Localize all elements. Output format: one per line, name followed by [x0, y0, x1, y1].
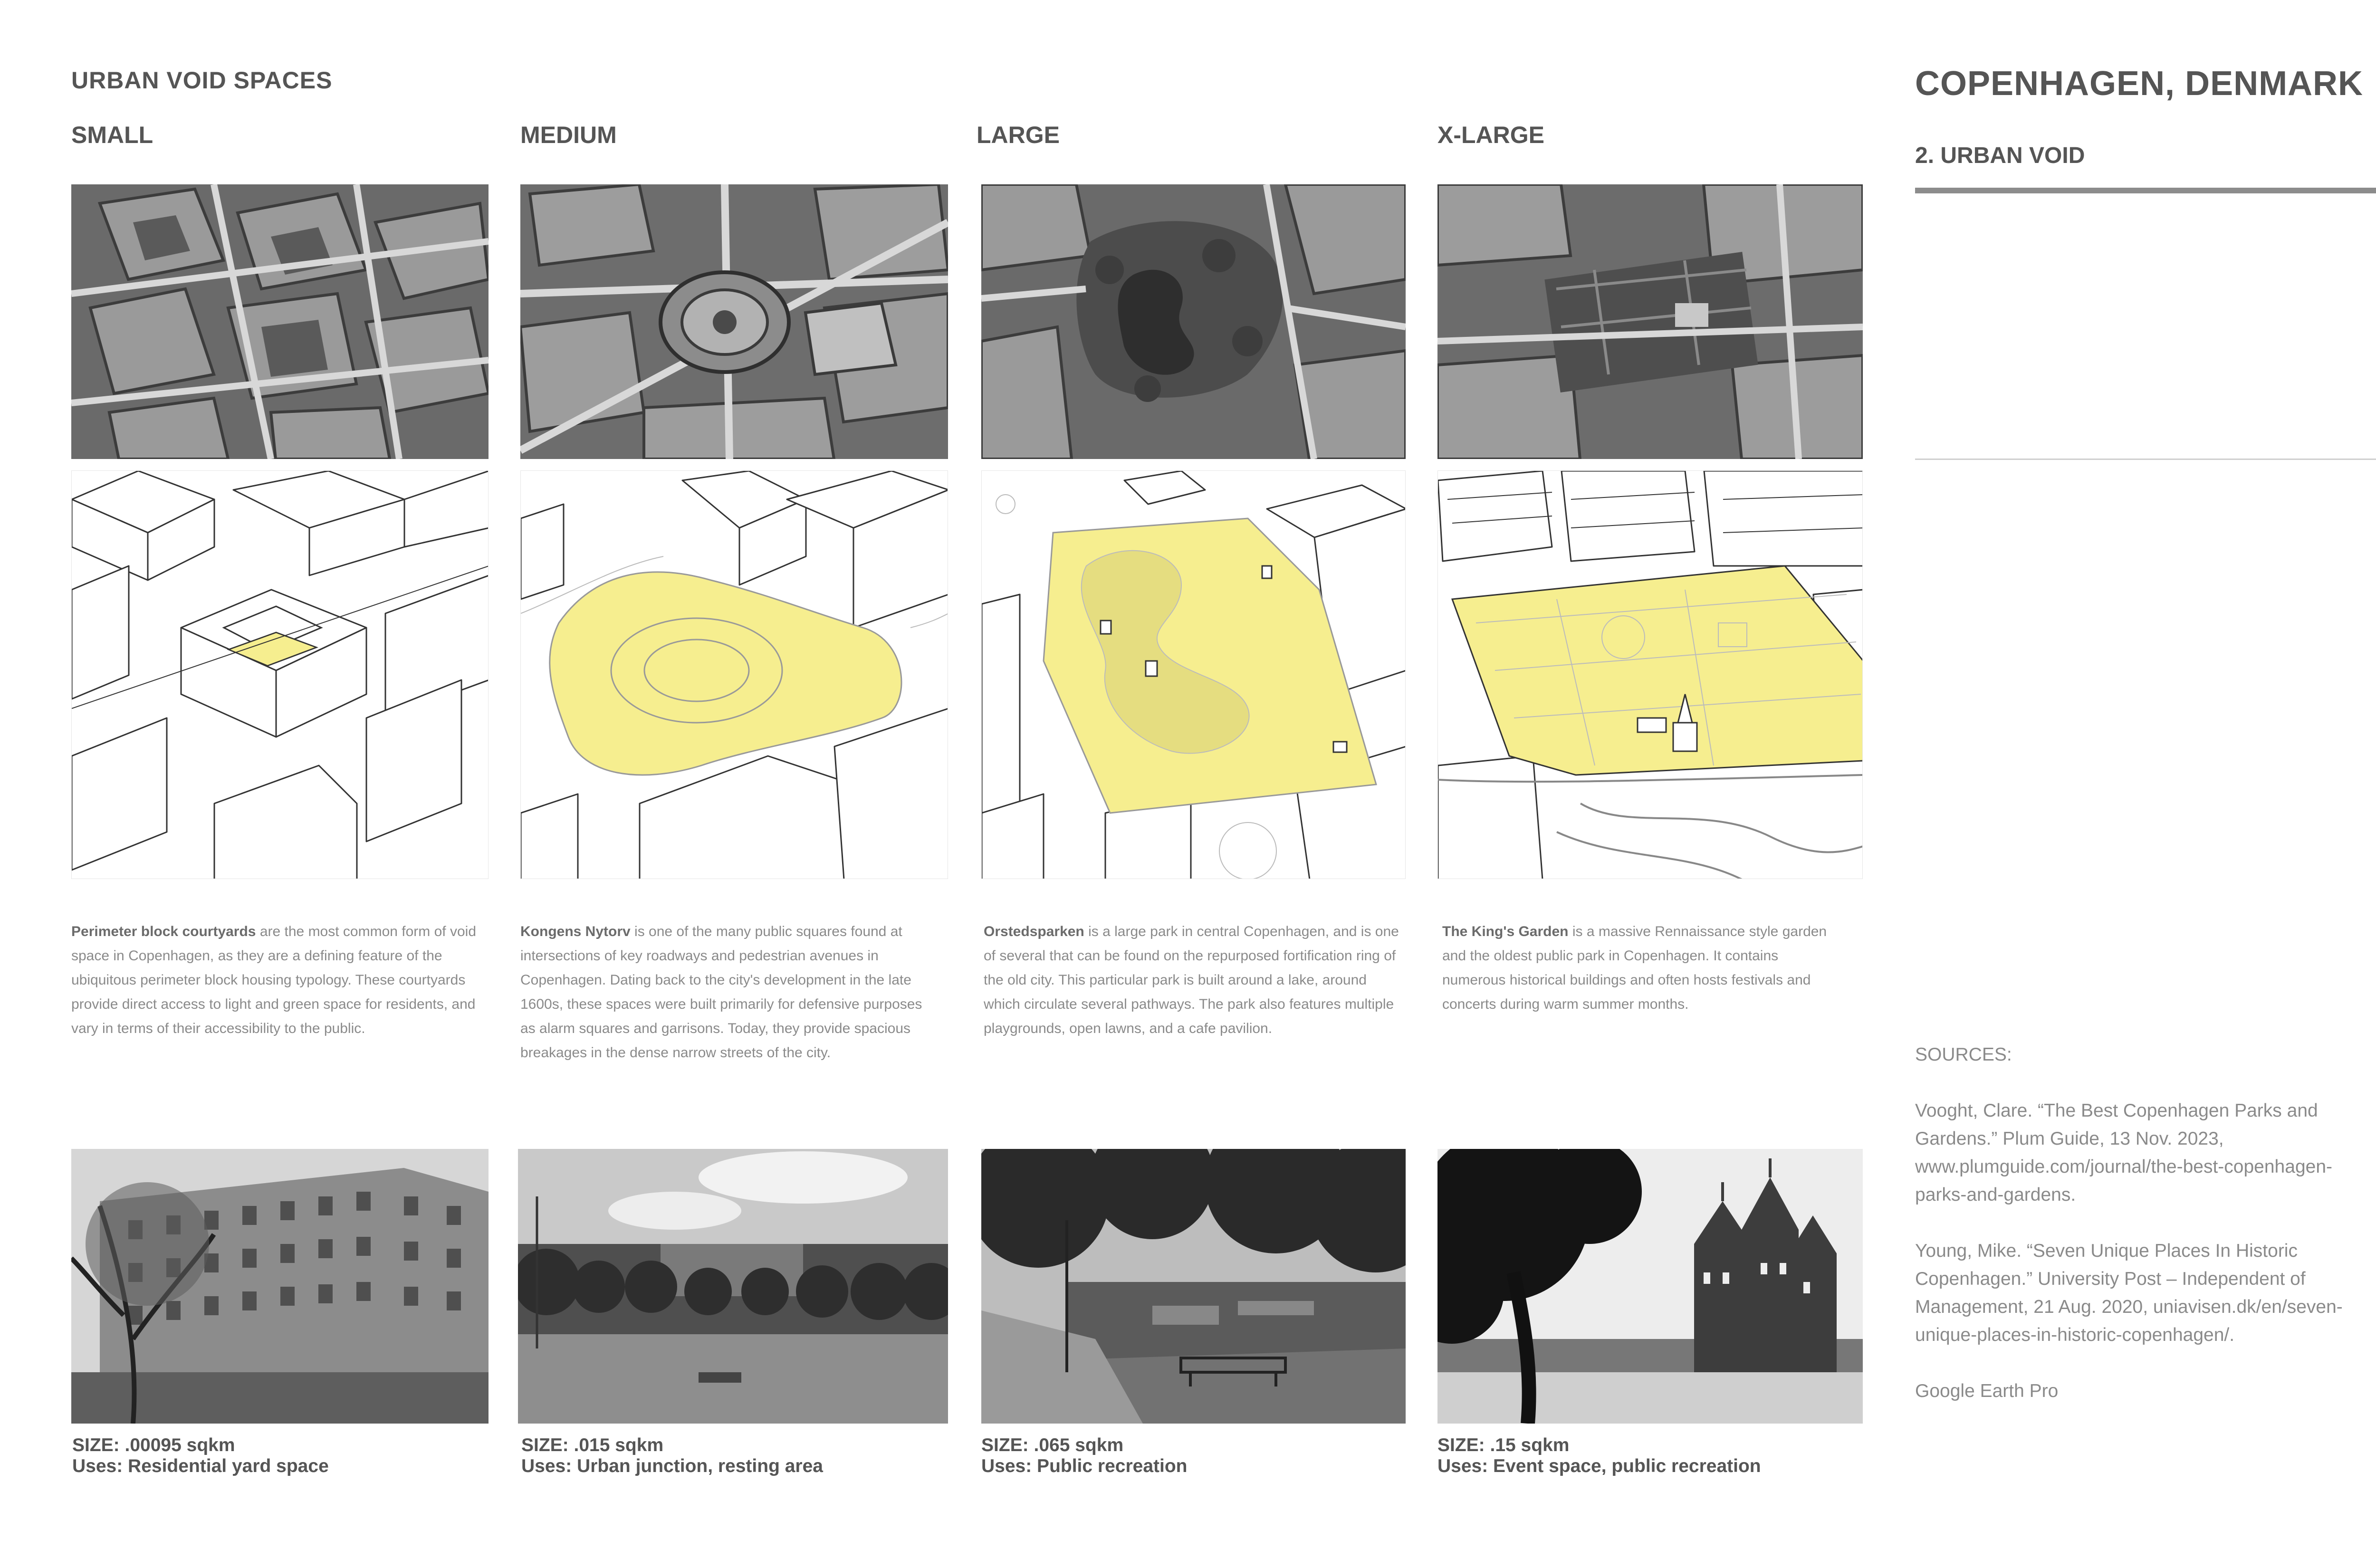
- sources-heading: SOURCES:: [1915, 1044, 2012, 1065]
- sidebar-subtitle: 2. URBAN VOID: [1915, 143, 2085, 168]
- axonometric-diagram-large: [981, 470, 1406, 879]
- description-medium-highlight: Kongens Nytorv: [520, 924, 631, 939]
- column-title-small: SMALL: [71, 122, 153, 148]
- column-title-medium: MEDIUM: [520, 122, 617, 148]
- photo-small: [71, 1149, 489, 1424]
- aerial-image-small: [71, 184, 489, 459]
- description-medium: [520, 919, 939, 1065]
- void-highlight-garden: [1452, 566, 1863, 775]
- axonometric-diagram-xlarge: [1437, 470, 1863, 879]
- description-large-highlight: Orstedsparken: [984, 924, 1084, 939]
- description-xlarge-text: is a massive Rennaissance style garden and the oldest public park in Copenhagen. It contains numerous historical buildings and often hosts festivals and concerts during warm summer months.: [1442, 924, 1827, 1012]
- sidebar-divider-thick: [1915, 188, 2376, 193]
- sources-list: [1915, 1041, 2376, 1433]
- column-title-xlarge: X-LARGE: [1437, 122, 1544, 148]
- photo-medium: [518, 1149, 948, 1424]
- axonometric-diagram-small: [71, 470, 489, 879]
- caption-medium: [521, 1435, 823, 1477]
- uses-large: Uses: Public recreation: [981, 1456, 1188, 1476]
- description-small-text: are the most common form of void space in Copenhagen, as they are a defining feature of the ubiquitous perimeter block housing typology. These courtyards provide direct access to light and green space for residents, and vary in terms of their accessibility to the public.: [71, 924, 477, 1036]
- source-item: Young, Mike. “Seven Unique Places In Historic Copenhagen.” University Post – Independent of Management, 21 Aug. 2020, uniavisen.dk/en/seven-unique-places-in-historic-copenhagen/.: [1915, 1241, 2343, 1345]
- sidebar-title: COPENHAGEN, DENMARK: [1915, 65, 2364, 103]
- uses-xlarge: Uses: Event space, public recreation: [1437, 1456, 1761, 1476]
- sidebar-divider-thin: [1915, 459, 2376, 460]
- source-item: Google Earth Pro: [1915, 1381, 2059, 1401]
- description-xlarge-highlight: The King's Garden: [1442, 924, 1569, 939]
- description-large: [984, 919, 1402, 1041]
- caption-small: [72, 1435, 329, 1477]
- caption-xlarge: [1437, 1435, 1761, 1477]
- size-small: SIZE: .00095 sqkm: [72, 1435, 235, 1455]
- caption-large: [981, 1435, 1188, 1477]
- uses-medium: Uses: Urban junction, resting area: [521, 1456, 823, 1476]
- aerial-image-xlarge: [1437, 184, 1863, 459]
- source-item: Vooght, Clare. “The Best Copenhagen Parks and Gardens.” Plum Guide, 13 Nov. 2023, www.plumguide.com/journal/the-best-copenhagen-parks-and-gardens.: [1915, 1100, 2332, 1205]
- size-xlarge: SIZE: .15 sqkm: [1437, 1435, 1570, 1455]
- description-large-text: is a large park in central Copenhagen, and is one of several that can be found on the repurposed fortification ring of the old city. This particular park is built around a lake, around which circulate several pathways. The park also features multiple playgrounds, open lawns, and a cafe pavilion.: [984, 924, 1399, 1036]
- page-title: URBAN VOID SPACES: [71, 67, 333, 94]
- axonometric-diagram-medium: [520, 470, 948, 879]
- description-medium-text: is one of the many public squares found at intersections of key roadways and pedestrian avenues in Copenhagen. Dating back to the city's development in the late 1600s, these spaces were built primarily for defensive purposes as alarm squares and garrisons. Today, they provide spacious breakages in the dense narrow streets of the city.: [520, 924, 922, 1061]
- column-title-large: LARGE: [977, 122, 1060, 148]
- aerial-image-large: [981, 184, 1406, 459]
- uses-small: Uses: Residential yard space: [72, 1456, 329, 1476]
- photo-xlarge: [1437, 1149, 1863, 1424]
- size-large: SIZE: .065 sqkm: [981, 1435, 1124, 1455]
- photo-large: [981, 1149, 1406, 1424]
- description-small-highlight: Perimeter block courtyards: [71, 924, 256, 939]
- size-medium: SIZE: .015 sqkm: [521, 1435, 664, 1455]
- aerial-image-medium: [520, 184, 948, 459]
- description-xlarge: [1442, 919, 1841, 1016]
- description-small: [71, 919, 489, 1041]
